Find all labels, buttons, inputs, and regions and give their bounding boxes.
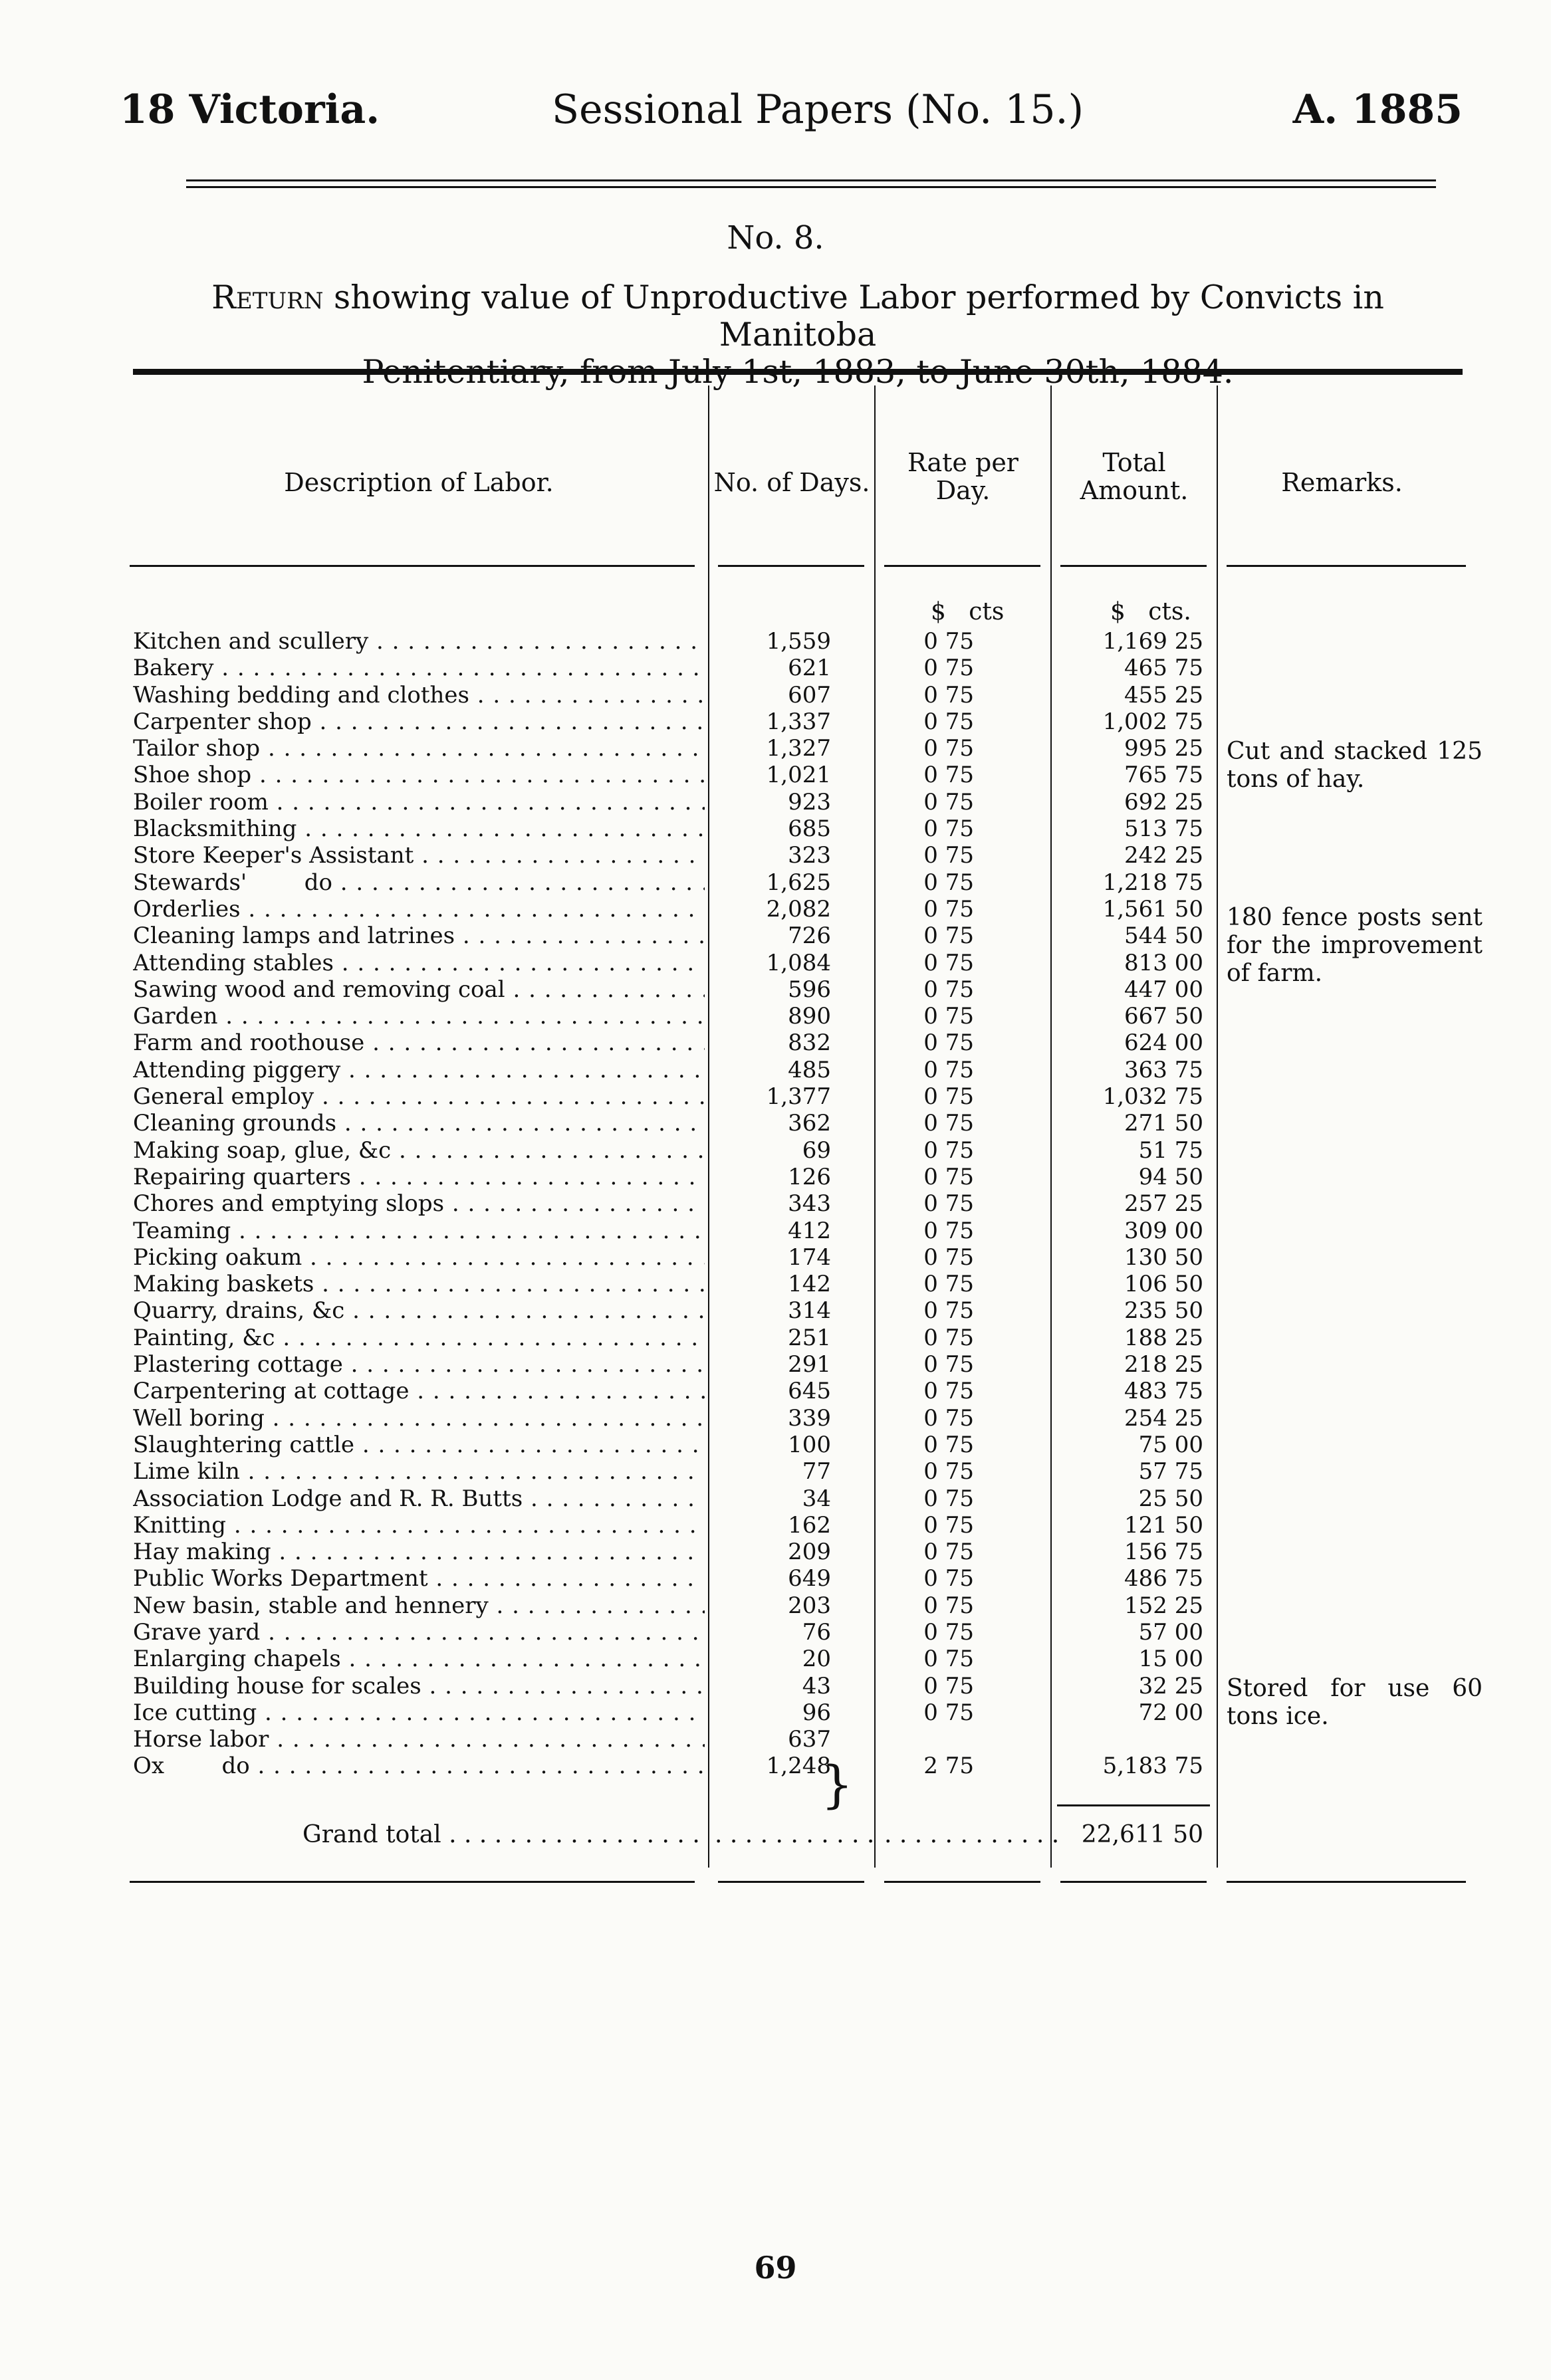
row-days: 637 xyxy=(788,1726,831,1753)
row-total: 1,218 75 xyxy=(1102,869,1203,896)
row-total: 25 50 xyxy=(1138,1485,1203,1512)
row-total: 72 00 xyxy=(1138,1699,1203,1726)
row-days: 100 xyxy=(788,1431,831,1458)
table-row xyxy=(130,655,1466,681)
row-rate: 0 75 xyxy=(923,1271,974,1298)
row-description: Tailor shop . . . xyxy=(133,735,705,762)
header-rule-top xyxy=(186,179,1436,181)
header-underline xyxy=(1060,565,1207,567)
row-total: 254 25 xyxy=(1124,1404,1203,1432)
row-total: 513 75 xyxy=(1124,815,1203,843)
grand-total-value: 22,611 50 xyxy=(1081,1821,1203,1848)
row-total: 667 50 xyxy=(1124,1003,1203,1030)
row-total: 1,169 25 xyxy=(1102,628,1203,655)
row-description: Grave yard . . . xyxy=(133,1619,705,1646)
row-total: 692 25 xyxy=(1124,788,1203,815)
row-days: 209 xyxy=(788,1539,831,1566)
row-description: Repairing quarters . . . xyxy=(133,1164,705,1190)
table-row xyxy=(130,1485,1466,1512)
row-rate: 0 75 xyxy=(923,1190,974,1218)
row-description: Sawing wood and removing coal . . . xyxy=(133,976,705,1003)
row-total: 156 75 xyxy=(1124,1539,1203,1566)
row-days: 1,337 xyxy=(766,708,831,735)
table-row xyxy=(130,628,1466,655)
column-header-total xyxy=(1052,449,1217,504)
row-days: 645 xyxy=(788,1378,831,1405)
row-days: 1,327 xyxy=(766,735,831,762)
row-days: 162 xyxy=(788,1511,831,1539)
row-days: 174 xyxy=(788,1244,831,1271)
row-total: 242 25 xyxy=(1124,842,1203,869)
brace: } xyxy=(821,1755,854,1814)
table-row xyxy=(130,1432,1466,1458)
title-lead: Return xyxy=(211,278,324,316)
header-underline xyxy=(718,565,864,567)
table-row xyxy=(130,842,1466,869)
row-days: 251 xyxy=(788,1324,831,1351)
row-days: 685 xyxy=(788,815,831,843)
row-rate: 0 75 xyxy=(923,1029,974,1057)
column-header-description: Description of Labor. xyxy=(284,468,554,497)
row-days: 621 xyxy=(788,655,831,682)
row-total: 75 00 xyxy=(1138,1431,1203,1458)
row-total: 1,002 75 xyxy=(1102,708,1203,735)
column-header-total-line2: Amount. xyxy=(1080,476,1189,505)
row-total: 995 25 xyxy=(1124,735,1203,762)
row-description: Lime kiln . . . xyxy=(133,1458,705,1485)
row-description: Blacksmithing . . . xyxy=(133,815,705,842)
row-days: 1,377 xyxy=(766,1083,831,1111)
column-header-rate-line2: Day. xyxy=(935,476,991,505)
row-description: Cleaning lamps and latrines . . . xyxy=(133,922,705,949)
row-days: 1,559 xyxy=(766,628,831,655)
table-row xyxy=(130,1405,1466,1432)
row-days: 339 xyxy=(788,1404,831,1432)
row-total: 257 25 xyxy=(1124,1190,1203,1218)
table-row xyxy=(130,1244,1466,1271)
table-row xyxy=(130,1565,1466,1592)
row-total: 32 25 xyxy=(1138,1672,1203,1699)
grand-total-rate-dots: . . . . . . . . . . . . xyxy=(884,1821,1060,1848)
grand-total-label: Grand total . . . . . . . . . . . . . . . . . xyxy=(302,1821,700,1848)
row-days: 34 xyxy=(802,1485,831,1512)
row-days: 203 xyxy=(788,1592,831,1619)
row-description: Carpenter shop . . . xyxy=(133,708,705,735)
row-days: 343 xyxy=(788,1190,831,1218)
row-days: 20 xyxy=(802,1646,831,1673)
total-units: $ cts. xyxy=(1110,598,1191,625)
footer-rule xyxy=(884,1881,1040,1883)
row-rate: 0 75 xyxy=(923,1217,974,1244)
table-row xyxy=(130,1164,1466,1190)
row-days: 314 xyxy=(788,1297,831,1325)
row-rate: 0 75 xyxy=(923,1163,974,1190)
row-total: 121 50 xyxy=(1124,1511,1203,1539)
table-row xyxy=(130,1029,1466,1056)
row-description: Bakery . . . xyxy=(133,655,705,681)
row-description: Kitchen and scullery . . . xyxy=(133,628,705,655)
row-days: 362 xyxy=(788,1110,831,1137)
row-days: 76 xyxy=(802,1618,831,1646)
row-total: 486 75 xyxy=(1124,1565,1203,1592)
row-total: 57 00 xyxy=(1138,1618,1203,1646)
row-days: 69 xyxy=(802,1136,831,1164)
row-total: 544 50 xyxy=(1124,922,1203,950)
row-description: Farm and roothouse . . . xyxy=(133,1029,705,1056)
table-row xyxy=(130,1110,1466,1136)
row-total: 813 00 xyxy=(1124,949,1203,976)
row-description: General employ . . . xyxy=(133,1083,705,1110)
row-rate: 0 75 xyxy=(923,1565,974,1592)
row-days: 126 xyxy=(788,1163,831,1190)
header-volume: 18 Victoria. xyxy=(120,86,380,133)
remark-fence-posts: 180 fence posts sent for the improvement of farm. xyxy=(1227,904,1483,987)
row-rate: 0 75 xyxy=(923,1539,974,1566)
remark-hay: Cut and stacked 125 tons of hay. xyxy=(1227,738,1483,793)
row-rate: 0 75 xyxy=(923,922,974,950)
row-days: 142 xyxy=(788,1271,831,1298)
row-description: Making baskets . . . xyxy=(133,1271,705,1297)
row-rate: 0 75 xyxy=(923,869,974,896)
table-row xyxy=(130,1271,1466,1297)
table-row xyxy=(130,1378,1466,1404)
row-total: 309 00 xyxy=(1124,1217,1203,1244)
row-days: 412 xyxy=(788,1217,831,1244)
row-total: 363 75 xyxy=(1124,1056,1203,1083)
row-days: 96 xyxy=(802,1699,831,1726)
header-underline xyxy=(130,565,695,567)
row-rate: 0 75 xyxy=(923,1699,974,1726)
footer-rule xyxy=(718,1881,864,1883)
row-description: Shoe shop . . . xyxy=(133,762,705,788)
grand-total-days-dots: . . . . . . . . . . . xyxy=(715,1821,875,1848)
header-rule-bottom xyxy=(186,186,1436,188)
row-days: 1,248 xyxy=(766,1753,831,1780)
page-number: 69 xyxy=(754,2250,797,2286)
table-row xyxy=(130,1619,1466,1646)
table-row xyxy=(130,682,1466,708)
footer-rule xyxy=(1227,1881,1466,1883)
row-description: Garden . . . xyxy=(133,1003,705,1029)
row-description: Well boring . . . xyxy=(133,1405,705,1432)
table-row xyxy=(130,1190,1466,1217)
running-header xyxy=(120,86,1463,146)
table-row xyxy=(130,1218,1466,1244)
row-rate: 0 75 xyxy=(923,708,974,735)
column-header-remarks: Remarks. xyxy=(1281,468,1403,497)
row-days: 2,082 xyxy=(766,895,831,922)
row-description: New basin, stable and hennery . . . xyxy=(133,1592,705,1619)
row-description: Teaming . . . xyxy=(133,1218,705,1244)
row-description: Making soap, glue, &c . . . xyxy=(133,1137,705,1164)
table-row xyxy=(130,1057,1466,1083)
row-days: 291 xyxy=(788,1351,831,1378)
row-description: Picking oakum . . . xyxy=(133,1244,705,1271)
row-rate: 0 75 xyxy=(923,815,974,843)
row-rate: 0 75 xyxy=(923,1431,974,1458)
row-description: Association Lodge and R. R. Butts . . . xyxy=(133,1485,705,1512)
row-description: Ox do . . . xyxy=(133,1753,705,1779)
row-days: 1,021 xyxy=(766,762,831,789)
table-row xyxy=(130,815,1466,842)
row-description: Quarry, drains, &c . . . xyxy=(133,1297,705,1324)
row-description: Washing bedding and clothes . . . xyxy=(133,682,705,708)
table-row xyxy=(130,1137,1466,1164)
row-rate: 0 75 xyxy=(923,1485,974,1512)
row-days: 1,084 xyxy=(766,949,831,976)
row-rate: 0 75 xyxy=(923,788,974,815)
row-days: 726 xyxy=(788,922,831,950)
row-description: Stewards' do . . . xyxy=(133,869,705,896)
row-description: Enlarging chapels . . . xyxy=(133,1646,705,1672)
row-description: Carpentering at cottage . . . xyxy=(133,1378,705,1404)
row-description: Attending stables . . . xyxy=(133,950,705,976)
row-total: 152 25 xyxy=(1124,1592,1203,1619)
row-rate: 0 75 xyxy=(923,735,974,762)
row-total: 5,183 75 xyxy=(1102,1753,1203,1780)
row-description: Painting, &c . . . xyxy=(133,1325,705,1351)
row-description: Knitting . . . xyxy=(133,1512,705,1539)
row-total: 94 50 xyxy=(1138,1163,1203,1190)
row-rate: 0 75 xyxy=(923,1297,974,1325)
row-description: Orderlies . . . xyxy=(133,896,705,922)
row-rate: 0 75 xyxy=(923,1592,974,1619)
row-rate: 0 75 xyxy=(923,1110,974,1137)
row-description: Public Works Department . . . xyxy=(133,1565,705,1592)
row-total: 235 50 xyxy=(1124,1297,1203,1325)
row-days: 323 xyxy=(788,842,831,869)
table-row xyxy=(130,1512,1466,1539)
total-rule xyxy=(1057,1804,1210,1806)
table-row xyxy=(130,1753,1466,1779)
row-rate: 0 75 xyxy=(923,1511,974,1539)
table-body xyxy=(130,628,1466,1780)
table-row xyxy=(130,1083,1466,1110)
table-row xyxy=(130,1297,1466,1324)
column-header-rate xyxy=(876,449,1050,504)
row-days: 649 xyxy=(788,1565,831,1592)
header-underline xyxy=(884,565,1040,567)
row-rate: 0 75 xyxy=(923,1351,974,1378)
row-description: Attending piggery . . . xyxy=(133,1057,705,1083)
row-description: Plastering cottage . . . xyxy=(133,1351,705,1378)
row-total: 218 25 xyxy=(1124,1351,1203,1378)
row-rate: 0 75 xyxy=(923,628,974,655)
table-row xyxy=(130,1592,1466,1619)
row-days: 832 xyxy=(788,1029,831,1057)
row-rate: 0 75 xyxy=(923,1404,974,1432)
row-description: Hay making . . . xyxy=(133,1539,705,1565)
labor-table xyxy=(130,385,1483,1874)
row-days: 43 xyxy=(802,1672,831,1699)
remark-ice: Stored for use 60 tons ice. xyxy=(1227,1675,1483,1730)
title-rule xyxy=(133,369,1463,375)
row-days: 923 xyxy=(788,788,831,815)
row-rate: 0 75 xyxy=(923,1056,974,1083)
table-row xyxy=(130,708,1466,735)
row-rate: 0 75 xyxy=(923,1646,974,1673)
table-row xyxy=(130,869,1466,896)
table-row xyxy=(130,1458,1466,1485)
row-description: Cleaning grounds . . . xyxy=(133,1110,705,1136)
row-rate: 0 75 xyxy=(923,762,974,789)
row-total: 1,561 50 xyxy=(1102,895,1203,922)
row-days: 485 xyxy=(788,1056,831,1083)
row-days: 1,625 xyxy=(766,869,831,896)
row-description: Ice cutting . . . xyxy=(133,1699,705,1726)
row-total: 15 00 xyxy=(1138,1646,1203,1673)
header-underline xyxy=(1227,565,1466,567)
row-rate: 0 75 xyxy=(923,1618,974,1646)
title-line-2: Penitentiary, from July 1st, 1883, to June 30th, 1884. xyxy=(362,353,1234,391)
table-row xyxy=(130,1351,1466,1378)
row-rate: 0 75 xyxy=(923,1244,974,1271)
row-total: 624 00 xyxy=(1124,1029,1203,1057)
footer-rule xyxy=(1060,1881,1207,1883)
row-description: Store Keeper's Assistant . . . xyxy=(133,842,705,869)
table-row xyxy=(130,1539,1466,1565)
row-total: 188 25 xyxy=(1124,1324,1203,1351)
row-rate: 0 75 xyxy=(923,895,974,922)
row-rate: 0 75 xyxy=(923,1003,974,1030)
row-description: Chores and emptying slops . . . xyxy=(133,1190,705,1217)
row-description: Building house for scales . . . xyxy=(133,1673,705,1699)
table-row xyxy=(130,1325,1466,1351)
row-rate: 0 75 xyxy=(923,1083,974,1111)
row-days: 890 xyxy=(788,1003,831,1030)
row-total: 1,032 75 xyxy=(1102,1083,1203,1111)
row-rate: 0 75 xyxy=(923,1136,974,1164)
row-rate: 2 75 xyxy=(923,1753,974,1780)
row-days: 77 xyxy=(802,1458,831,1485)
row-description: Slaughtering cattle . . . xyxy=(133,1432,705,1458)
column-header-days: No. of Days. xyxy=(713,468,870,497)
row-total: 57 75 xyxy=(1138,1458,1203,1485)
row-rate: 0 75 xyxy=(923,1378,974,1405)
row-total: 130 50 xyxy=(1124,1244,1203,1271)
row-description: Horse labor . . . xyxy=(133,1726,705,1753)
row-rate: 0 75 xyxy=(923,842,974,869)
row-rate: 0 75 xyxy=(923,1672,974,1699)
column-header-rate-line1: Rate per xyxy=(907,448,1018,477)
row-description: Boiler room . . . xyxy=(133,789,705,815)
row-total: 455 25 xyxy=(1124,681,1203,708)
row-rate: 0 75 xyxy=(923,655,974,682)
row-total: 765 75 xyxy=(1124,762,1203,789)
footer-rule xyxy=(130,1881,695,1883)
title-line-1: showing value of Unproductive Labor performed by Convicts in Manitoba xyxy=(323,278,1384,354)
header-series: Sessional Papers (No. 15.) xyxy=(552,86,1084,133)
row-rate: 0 75 xyxy=(923,976,974,1003)
row-rate: 0 75 xyxy=(923,1324,974,1351)
table-row xyxy=(130,1646,1466,1672)
row-rate: 0 75 xyxy=(923,1458,974,1485)
row-total: 51 75 xyxy=(1138,1136,1203,1164)
column-header-total-line1: Total xyxy=(1102,448,1166,477)
row-rate: 0 75 xyxy=(923,949,974,976)
row-rate: 0 75 xyxy=(923,681,974,708)
row-days: 596 xyxy=(788,976,831,1003)
header-year: A. 1885 xyxy=(1292,86,1463,133)
row-total: 106 50 xyxy=(1124,1271,1203,1298)
row-days: 607 xyxy=(788,681,831,708)
rate-units: $ cts xyxy=(931,598,1005,625)
row-total: 447 00 xyxy=(1124,976,1203,1003)
row-total: 465 75 xyxy=(1124,655,1203,682)
table-row xyxy=(130,1003,1466,1029)
row-total: 483 75 xyxy=(1124,1378,1203,1405)
grand-total-label-text: Grand total xyxy=(302,1821,441,1848)
row-total: 271 50 xyxy=(1124,1110,1203,1137)
document-number: No. 8. xyxy=(727,219,824,257)
